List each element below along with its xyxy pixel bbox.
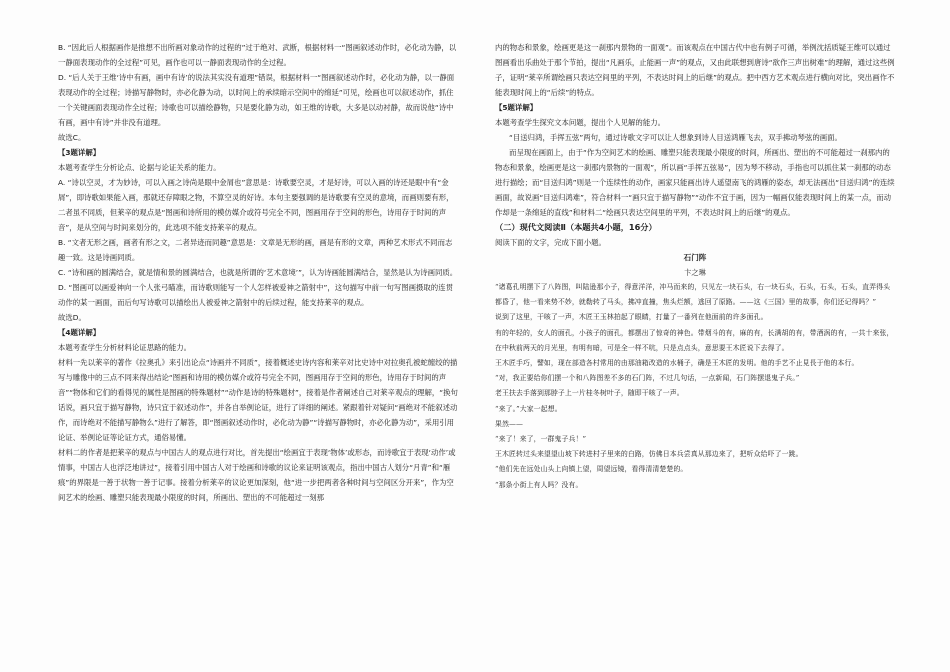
story-paragraph: 老王扶去手落到那脖子上一片桂冬树叶子，随即干咳了一声。 — [495, 389, 684, 398]
section-heading: 【4题详解】 — [58, 328, 101, 337]
section-heading: 【3题详解】 — [58, 148, 101, 157]
paragraph: 阅读下面的文字，完成下面小题。 — [495, 238, 606, 247]
story-paragraph: “来了。”大家一起想。 — [495, 404, 562, 413]
paragraph: B. “文者无形之画，画者有形之文，二者异迹而同趣”意思是：文章是无形的画，画是有形的文章，两种艺术形式不同而志趣一致。这是诗画同质。 — [58, 238, 453, 262]
paragraph: 故选D。 — [58, 313, 86, 322]
story-paragraph: 果然—— — [495, 419, 523, 428]
paragraph: “目送归鸿，手挥五弦”两句，通过诗歌文字可以让人想象到诗人目送鸿雁飞去，双手拂动琴弦的画面。 — [509, 133, 842, 142]
paragraph: 本题考查学生分析材料论证思路的能力。 — [58, 343, 192, 352]
story-paragraph: “诸葛孔明摆下了八阵图，叫陆逊那小子，得意洋洋，冲马而来的，只见左一块石头，右一块石头，石头，石头，石头，直弄得头都昏了，他一看来势不妙，就勒转了马头，拂冲直撞，焦头烂额，逃回了原路。——这《三国》里的故事，你们还记得吗？” — [495, 283, 891, 307]
paragraph: 材料一先以莱辛的著作《拉奥孔》来引出论点“诗画并不同质”，接着概述史诗内容和莱辛对比史诗中对拉奥孔被蛇缠绞的描写与雕像中的三点不同来得出结论“图画和诗用的模仿媒介或符号完全不同，图画用存于空间的形色，诗用存于时间的声音”“物体和它们的看得见的属性是图画的特殊题材”“动作是诗的特殊题材”，接着是作者阐述自己对莱辛观点的理解，“换句话说，画只宜于描写静物，诗只宜于叙述动作”，并各自举例论证，进行了详细的阐述。紧跟着针对疑问“画绝对不能叙述动作，而诗绝对不能描写静物么”进行了解答，即“图画叙述动作时，必化动为静”“诗描写静物时，亦必化静为动”，采用引用论证、举例论证等论证方式，通俗易懂。 — [58, 358, 458, 442]
story-paragraph: “那条小街上有人吗？没有。 — [495, 480, 583, 489]
right-column — [495, 40, 895, 493]
paragraph: 内的物态和景象，绘画更是这一刹那内景物的一面观”。而该观点在中国古代中也有例子可循，举例沈括质疑王维可以通过图画看出乐曲处于那个节拍，提出“凡画乐，止能画一声”的观点，又由此联想到唐诗“欲作三声出树难”的理解，通过这些例子，证明“莱辛所谓绘画只表达空间里的平列，不表达时间上的后继”的观点。把中西方艺术观点进行横向对比，突出画作不能表现时间上的“后续”的特点。 — [495, 43, 895, 97]
paragraph: C. “诗和画的圆满结合，就是情和景的圆满结合，也就是所谓的‘艺术意境’”，认为诗画能圆满结合，显然是认为诗画同质。 — [58, 268, 458, 277]
paragraph: B. “因此后人根据画作是推想不出所画对象动作的过程的”过于绝对、武断，根据材料一“图画叙述动作时，必化动为静，以一静面表现动作的全过程”可见，画作也可以一静面表现动作的全过程。 — [58, 43, 457, 67]
story-paragraph: 王木匠转过头来望望山坡下转进村子里来的白路，仿佛日本兵尝真从那边来了，把听众给吓了一跳。 — [495, 450, 803, 459]
paragraph: D. “后人关于王维‘诗中有画，画中有诗’的说法其实没有道理”错误，根据材料一“图画叙述动作时，必化动为静，以一静面表现动作的全过程；诗描写静物时，亦必化静为动，以时间上的承续暗示空间中的绵延”可见，绘画也可以叙述动作，抓住一个关键画面表现动作全过程；诗歌也可以描绘静物，只是要化静为动，如王维的诗歌，大多是以动衬静，故而说他“诗中有画，画中有诗”并非没有道理。 — [58, 73, 455, 127]
story-title: 石门阵 — [683, 253, 707, 262]
paragraph: 故选C。 — [58, 133, 86, 142]
story-paragraph: “来了！来了，一群鬼子兵！” — [495, 435, 587, 444]
part-heading: （二）现代文阅读Ⅱ（本题共4小题，16分） — [495, 222, 657, 232]
paragraph: 而呈现在画面上，由于“作为空间艺术的绘画、雕塑只能表现最小限度的时间，所画出、塑出的不可能超过一刹那内的物态和景象，绘画更是这一刹那内景物的一面观”，所以画“手挥五弦易”，因为琴不移动，手指也可以抓住某一刹那的动态进行描绘；而“目送归鸿”则是一个连续性的动作，画家只能画出诗人遥望南飞的鸿雁的姿态，却无法画出“目送归鸿”的连续画面，故说画“目送归鸿难”，符合材料一“画只宜于描写静物”“动作不宜于画，因为一幅画仅能表现时间上的某一点，而动作却是一条绵延的直线”和材料二“绘画只表达空间里的平列，不表达时间上的后继”的观点。 — [495, 148, 895, 217]
paragraph: A. “诗以空灵，才为妙诗，可以入画之诗尚是眼中金屑也”意思是：诗歌要空灵，才是好诗，可以入画的诗还是眼中有“金屑”，即诗歌如果能入画，那就还存障眼之物，不算空灵的好诗。本句主要强调的是诗歌要有空灵的意境，而画则要有形，二者虽不同质，但莱辛的观点是“图画和诗所用的模仿媒介或符号完全不同，图画用存于空间的形色，诗用存于时间的声音”，是从空间与时间来划分的，此选项不能支持莱辛的观点。 — [58, 178, 454, 232]
paragraph: 本题考查学生分析论点、论据与论证关系的能力。 — [58, 163, 221, 172]
story-paragraph: 说到了这里，干咳了一声，木匠王玉林拍起了眼睛，打量了一番列在他面前的许多面孔。 — [495, 313, 768, 322]
story-paragraph: 有的年轻的，女人的面孔，小孩子的面孔，都摆出了惊奇的神色。带烟斗的有，麻的有，长满胡的有，带酒涡的有，一共十来张，在中秋前两天的月光里，有明有暗，可是全一样不吭，只是点点头，意思要王木匠说下去得了。 — [495, 328, 894, 352]
story-paragraph: “他们先在远处山头上向镇上望，周望远镜，看得清清楚楚的。 — [495, 465, 688, 474]
section-heading: 【5题详解】 — [495, 103, 538, 112]
story-paragraph: 王木匠手巧，譬如，现在部造各村常用的由那油箱改造的水桶子，确是王木匠的发明。他的手艺不止見長于他的本行。 — [495, 359, 859, 368]
paragraph: 本题考查学生探究文本问题，提出个人见解的能力。 — [495, 118, 665, 127]
story-paragraph: “对，我正要给你们摆一个和八阵图差不多的石门阵，不过几句话，一点新闻，石门阵摆退鬼子兵。” — [495, 374, 800, 383]
paragraph: D. “图画可以画爱神向一个人张弓瞄准，而诗歌则能写一个人怎样被爱神之箭射中”，这句描写中前一句写图画摄取的连贯动作的某一画面，而后句写诗歌可以描绘出人被爱神之箭射中的后续过程，能支持莱辛的观点。 — [58, 283, 453, 307]
paragraph: 材料二的作者是把莱辛的观点与中国古人的观点进行对比，首先提出“绘画宜于表现‘物体’或形态，而诗歌宜于表现‘动作’或情事，中国古人也浮泛地讲过”，接着引用中国古人对于绘画和诗歌的议论来证明该观点，指出中国古人划分“月青”和“雁痕”的界限是一善于状物一善于记事。接着分析莱辛的议论更加深刻，他“进一步把两者各种时间与空间区分开来”，作为空间艺术的绘画、雕塑只能表现最小限度的时间，所画出、塑出的不可能超过一刻那 — [58, 448, 456, 502]
story-author: 卞之琳 — [684, 268, 706, 277]
left-column — [58, 40, 458, 505]
